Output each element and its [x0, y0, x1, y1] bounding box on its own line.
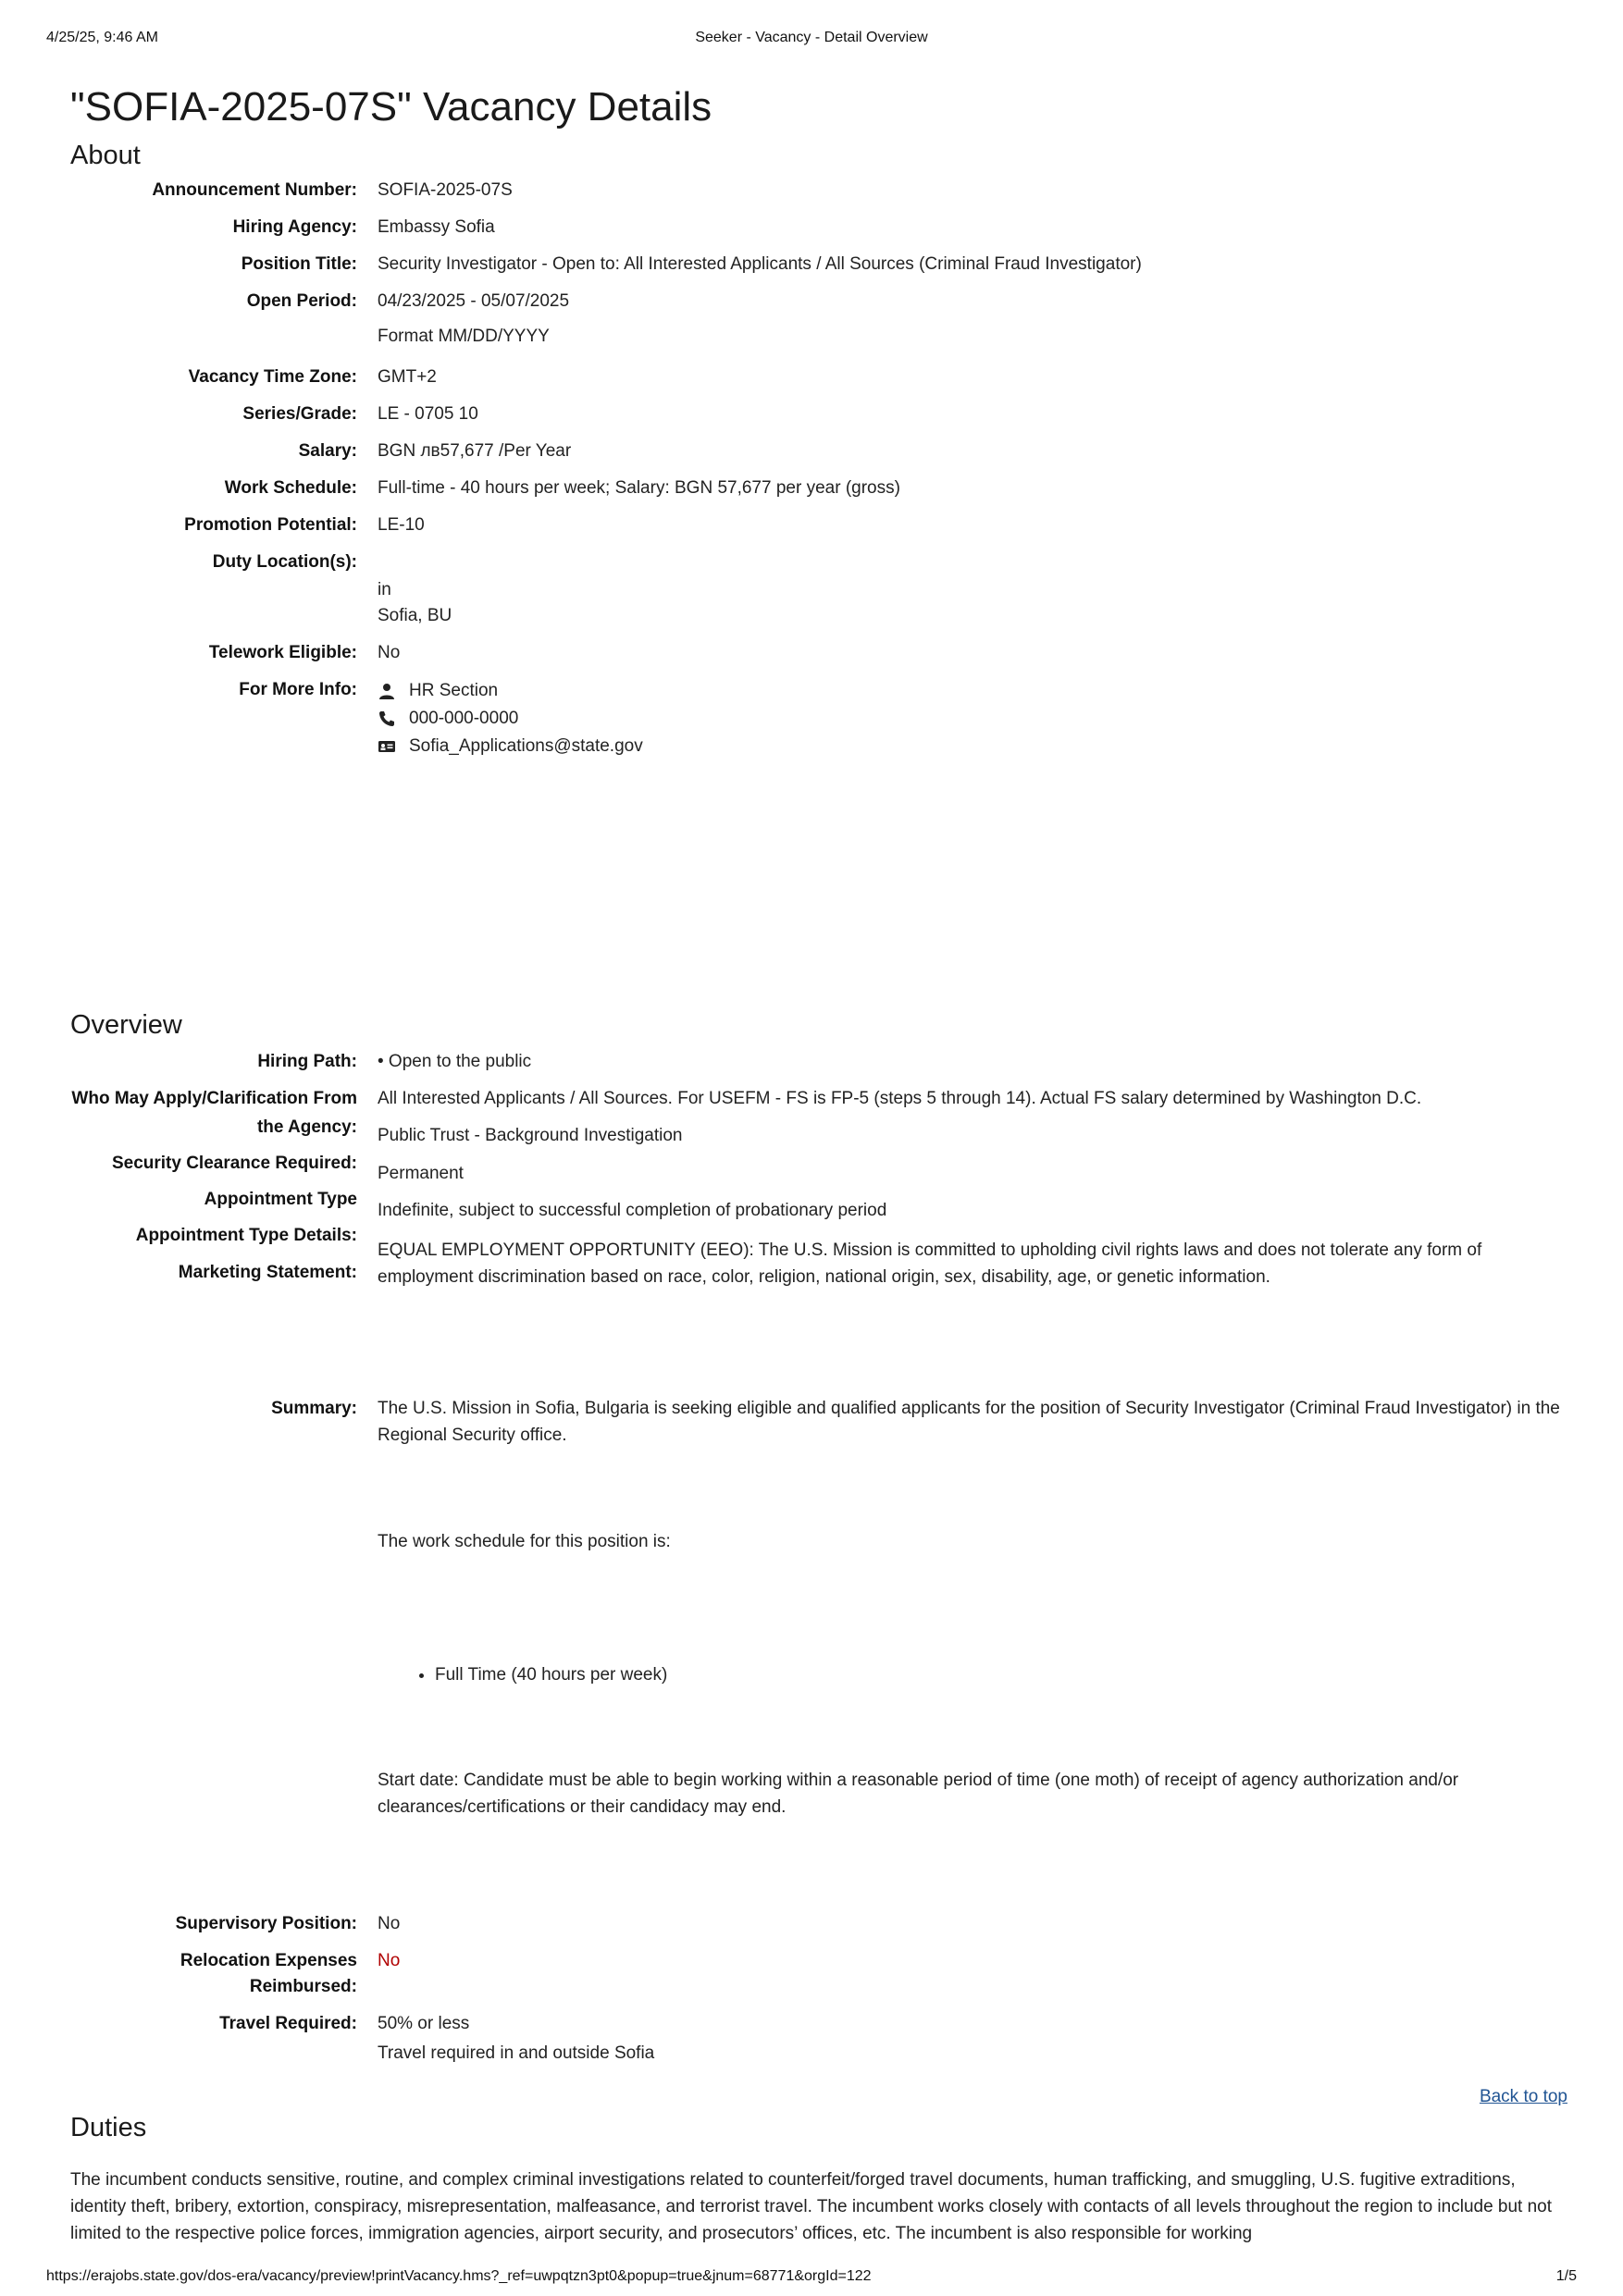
- overview-extra-rows: [70, 1911, 1569, 2067]
- field-label: Travel Required:: [219, 2014, 357, 2033]
- summary-paragraph-3: Start date: Candidate must be able to begin working within a reasonable period of time (one moth) of receipt of agency authorization and/or clearances/certifications or their candidacy may end.: [378, 1771, 1459, 1817]
- summary-paragraph-2: The work schedule for this position is:: [378, 1532, 671, 1551]
- duty-location-prefix: in: [378, 580, 391, 599]
- about-section: [70, 178, 1569, 760]
- list-item: • Full Time (40 hours per week): [435, 1661, 1569, 1688]
- travel-note: Travel required in and outside Sofia: [378, 2043, 655, 2063]
- print-page-number: 1/5: [1555, 2268, 1577, 2284]
- field-value: No: [378, 643, 401, 662]
- summary-label: Summary:: [271, 1399, 357, 1418]
- summary-bullets: [378, 1661, 1569, 1688]
- who-may-apply-label-2: the Agency:: [256, 1117, 357, 1137]
- promotion-potential-row: [70, 512, 1569, 538]
- relocation-value: No: [378, 1951, 401, 1970]
- id-card-icon: [378, 737, 396, 756]
- field-label: Hiring Agency:: [232, 217, 357, 237]
- field-value: Security Investigator - Open to: All Interested Applicants / All Sources (Criminal Fraud Investigator): [378, 254, 1142, 274]
- field-value: [378, 2011, 1569, 2067]
- field-value: BGN лв57,677 /Per Year: [378, 441, 572, 461]
- travel-value: 50% or less: [378, 2014, 470, 2033]
- contact-name-line: [378, 677, 1569, 705]
- field-label: Salary:: [298, 441, 357, 461]
- phone-icon: [378, 710, 396, 728]
- field-value: GMT+2: [378, 367, 437, 387]
- duties-heading: Duties: [70, 2113, 147, 2142]
- summary-paragraph-1: The U.S. Mission in Sofia, Bulgaria is seeking eligible and qualified applicants for the position of Security Investigator (Criminal Fraud Investigator) in the Regional Security office.: [378, 1399, 1560, 1445]
- field-label: Duty Location(s):: [212, 552, 357, 572]
- field-value: SOFIA-2025-07S: [378, 180, 513, 200]
- travel-row: [70, 2011, 1569, 2067]
- hiring-path-value: • Open to the public: [378, 1052, 532, 1071]
- field-value: [378, 289, 1569, 350]
- who-may-apply-value: All Interested Applicants / All Sources. For USEFM - FS is FP-5 (steps 5 through 14). Actual FS salary determined by Washington D.C.: [378, 1089, 1422, 1108]
- marketing-label: Marketing Statement:: [178, 1263, 357, 1282]
- overview-section: [70, 1006, 1569, 1308]
- duties-section: [70, 2109, 1569, 2243]
- print-page-title: Seeker - Vacancy - Detail Overview: [695, 30, 928, 45]
- field-value: Embassy Sofia: [378, 217, 495, 237]
- salary-row: [70, 438, 1569, 464]
- field-value: LE-10: [378, 515, 425, 535]
- work-schedule-row: [70, 475, 1569, 501]
- appointment-type-value: Permanent: [378, 1164, 464, 1183]
- time-zone-row: [70, 364, 1569, 390]
- print-footer: [46, 2268, 1577, 2287]
- field-value: LE - 0705 10: [378, 404, 478, 424]
- vacancy-page: [70, 78, 1569, 760]
- field-label: Position Title:: [241, 254, 357, 274]
- duties-text: The incumbent conducts sensitive, routine, and complex criminal investigations related to counterfeit/forged travel documents, human trafficking, and smuggling, U.S. fugitive extraditions, identity theft, bribery, extortion, conspiracy, misrepresentation, malfeasance, and terrorist travel. The incumbent works closely with contacts of all levels throughout the region to include but not limited to the respective police forces, immigration agencies, airport security, and prosecutors’ offices, etc. The incumbent is also responsible for working: [70, 2170, 1553, 2243]
- field-label: Vacancy Time Zone:: [188, 367, 357, 387]
- field-label: Announcement Number:: [152, 180, 357, 200]
- field-value: No: [378, 1914, 401, 1933]
- position-title-row: [70, 252, 1569, 278]
- appointment-details-label: Appointment Type Details:: [135, 1226, 357, 1245]
- about-heading: About: [70, 141, 141, 170]
- hiring-agency-row: [70, 215, 1569, 241]
- field-value: [378, 549, 1569, 629]
- who-may-apply-label-1: Who May Apply/Clarification From: [71, 1089, 357, 1108]
- security-clearance-label: Security Clearance Required:: [111, 1154, 357, 1173]
- relocation-row: [70, 1948, 1569, 2000]
- contact-name: HR Section: [409, 681, 499, 700]
- field-label: Work Schedule:: [224, 478, 357, 498]
- field-value: Full-time - 40 hours per week; Salary: BGN 57,677 per year (gross): [378, 478, 900, 498]
- appointment-type-label: Appointment Type: [204, 1190, 357, 1209]
- contact-email[interactable]: Sofia_Applications@state.gov: [409, 736, 643, 756]
- contact-phone-line: [378, 705, 1569, 733]
- appointment-details-value: Indefinite, subject to successful completion of probationary period: [378, 1201, 887, 1220]
- telework-row: [70, 640, 1569, 666]
- supervisory-row: [70, 1911, 1569, 1937]
- marketing-value: EQUAL EMPLOYMENT OPPORTUNITY (EEO): The U.S. Mission is committed to upholding civil rights laws and does not tolerate any form of employment discrimination based on race, color, religion, national origin, sex, disability, age, or genetic information.: [378, 1241, 1482, 1287]
- more-info-row: [70, 677, 1569, 760]
- person-icon: [378, 682, 396, 700]
- field-label: Supervisory Position:: [175, 1914, 357, 1933]
- field-label: Series/Grade:: [242, 404, 357, 424]
- hiring-path-label: Hiring Path:: [257, 1052, 357, 1071]
- field-label: Open Period:: [246, 291, 357, 311]
- print-datetime: 4/25/25, 9:46 AM: [46, 30, 158, 45]
- announcement-number-row: [70, 178, 1569, 204]
- contact-info: [378, 677, 1569, 760]
- field-label: Relocation Expenses Reimbursed:: [180, 1951, 357, 1996]
- series-grade-row: [70, 401, 1569, 427]
- duty-location-city: Sofia, BU: [378, 606, 452, 625]
- back-to-top-link[interactable]: Back to top: [1479, 2087, 1567, 2106]
- open-period-row: [70, 289, 1569, 350]
- date-format-hint: Format MM/DD/YYYY: [378, 327, 550, 346]
- contact-phone: 000-000-0000: [409, 709, 519, 728]
- contact-email-line: [378, 733, 1569, 760]
- overview-fields: [70, 1049, 1569, 1308]
- open-period-dates: 04/23/2025 - 05/07/2025: [378, 291, 570, 311]
- field-label: Telework Eligible:: [208, 643, 357, 662]
- print-url: https://erajobs.state.gov/dos-era/vacancy/preview!printVacancy.hms?_ref=uwpqtzn3pt0&popup=true&jnum=68771&orgId=122: [46, 2268, 872, 2284]
- field-label: For More Info:: [239, 680, 357, 699]
- page-title: "SOFIA-2025-07S" Vacancy Details: [70, 84, 712, 130]
- security-clearance-value: Public Trust - Background Investigation: [378, 1126, 683, 1145]
- field-label: Promotion Potential:: [184, 515, 357, 535]
- print-header: [46, 30, 1577, 48]
- duty-locations-row: [70, 549, 1569, 629]
- overview-heading: Overview: [70, 1010, 182, 1040]
